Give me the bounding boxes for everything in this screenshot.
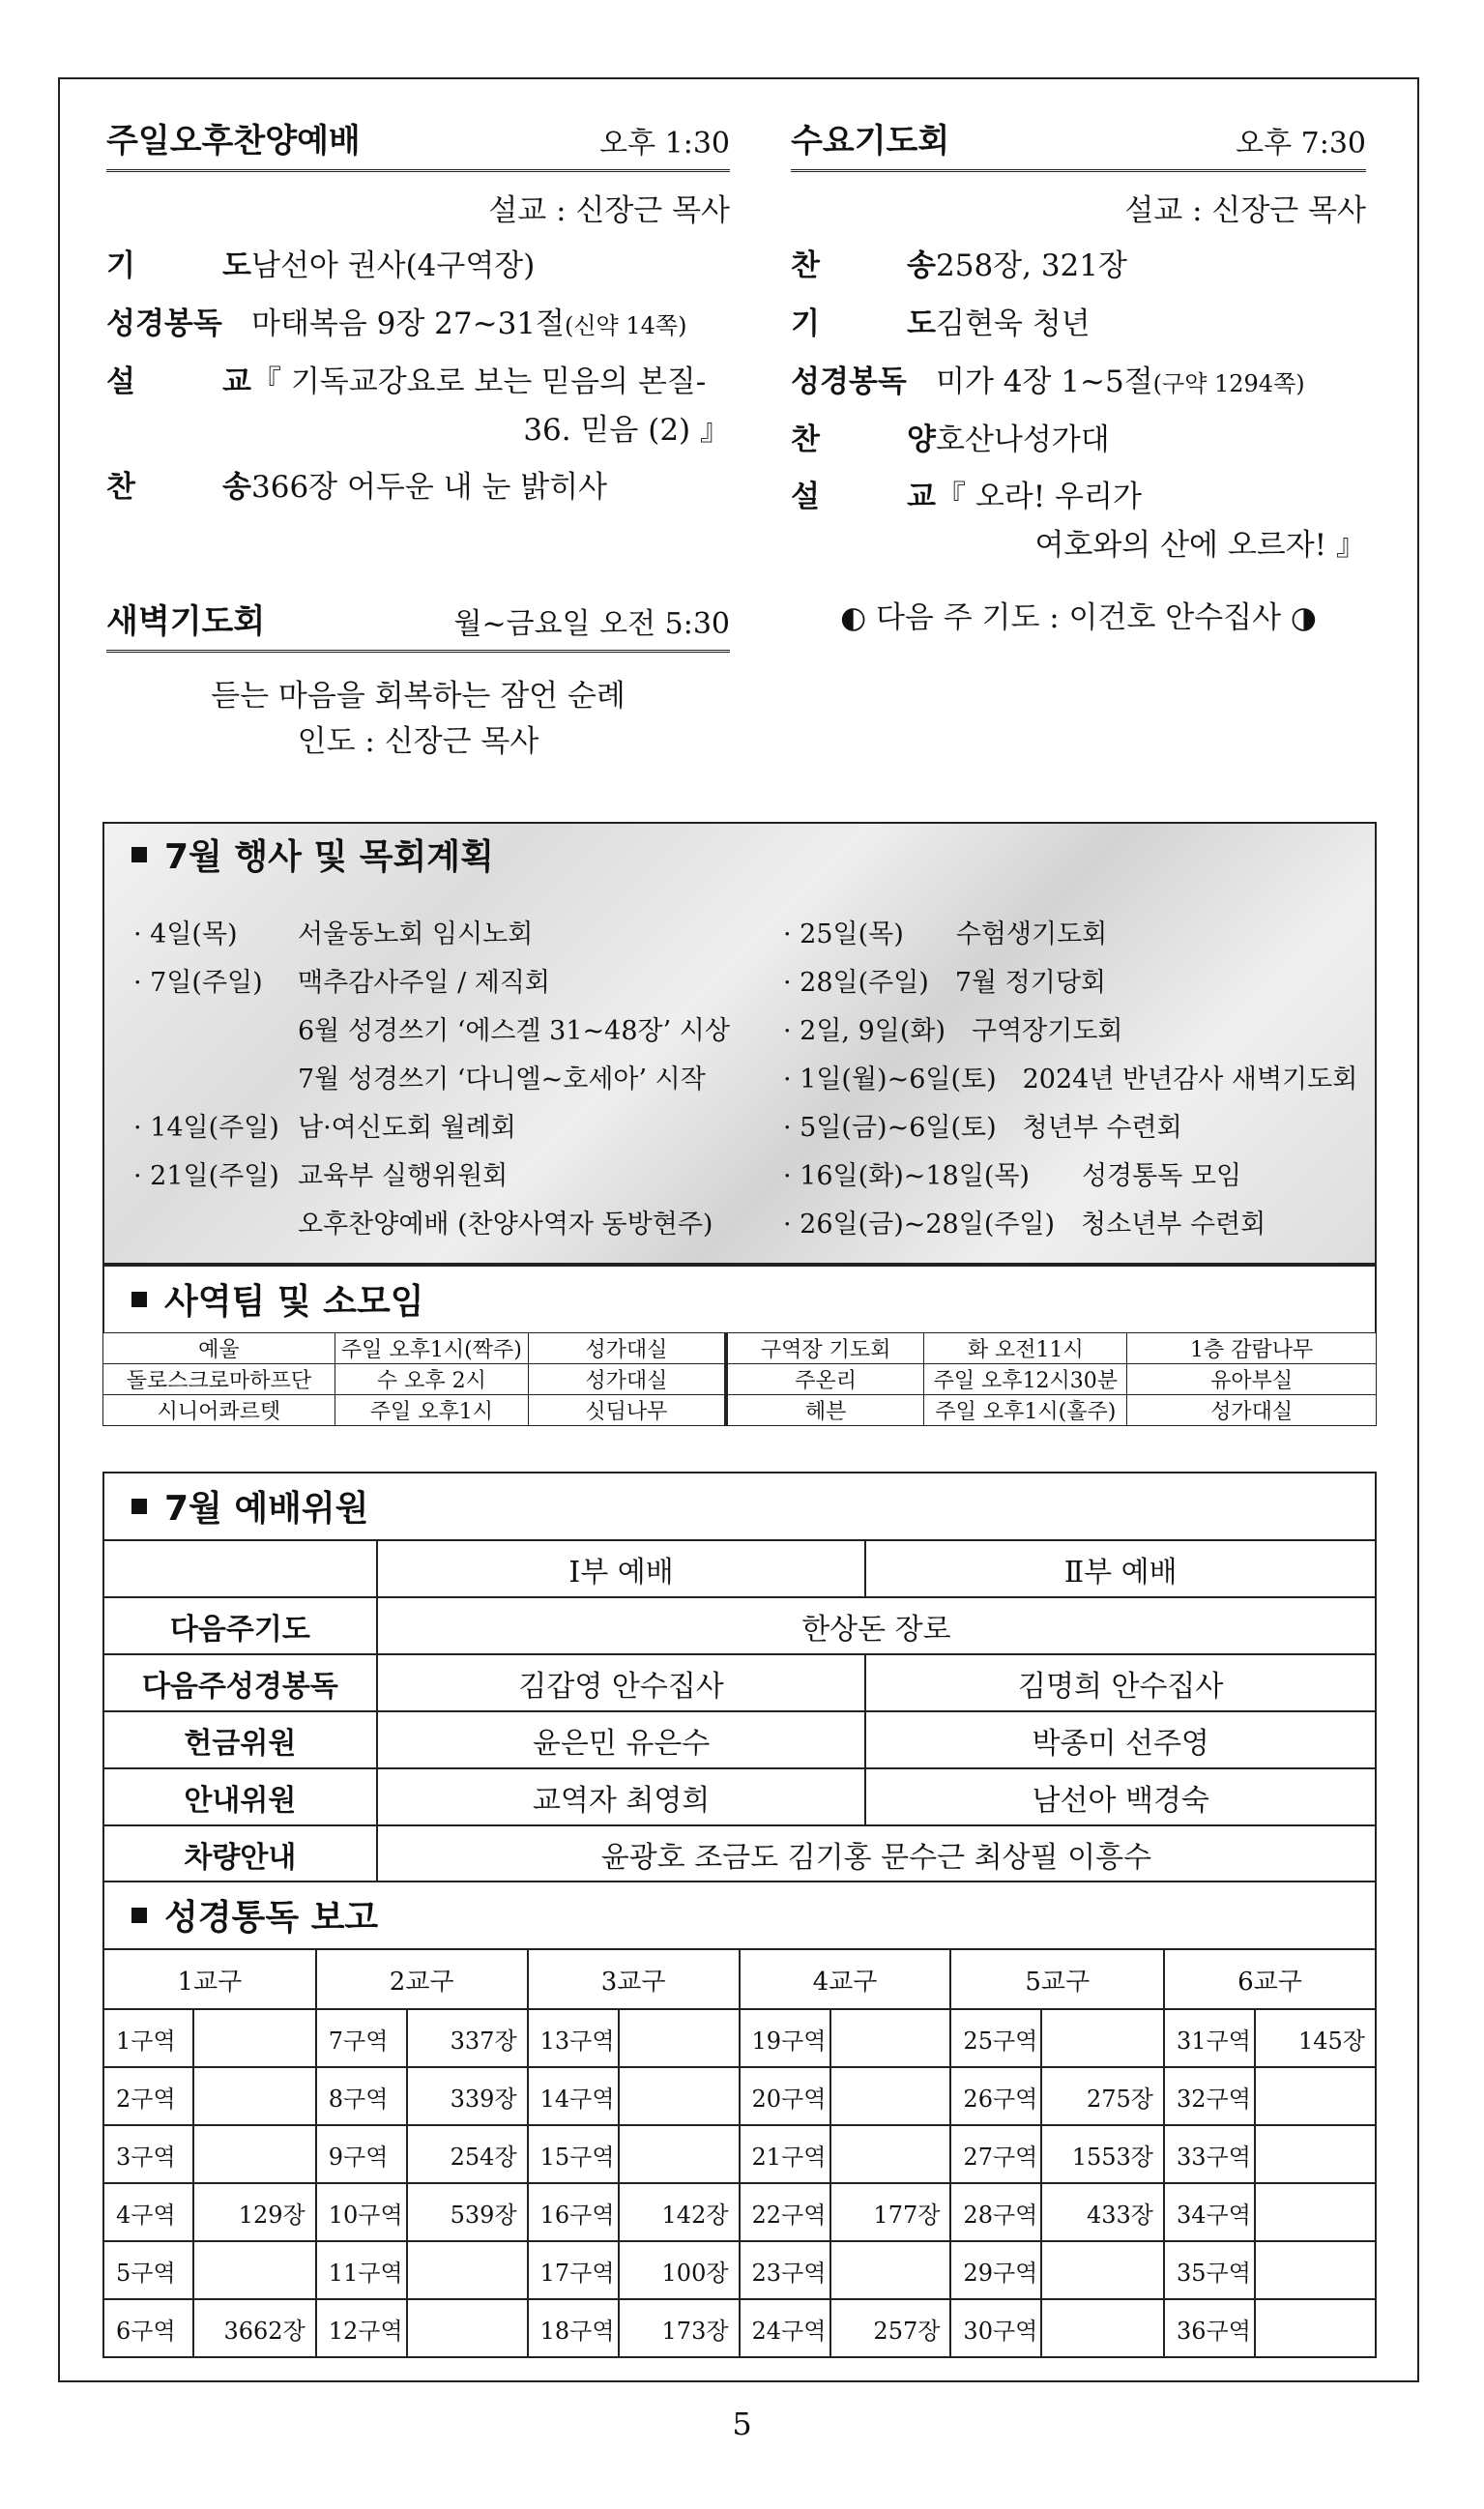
square-bullet-icon — [131, 1499, 147, 1514]
value-text: 미가 4장 1~5절 — [936, 364, 1153, 399]
event-text: 7월 성경쓰기 ‘다니엘~호세아’ 시작 — [298, 1065, 706, 1094]
wednesday-prayer-section — [791, 114, 1366, 641]
chapter-count — [1255, 2299, 1376, 2357]
chapter-count — [407, 2299, 528, 2357]
service-row-label — [791, 363, 936, 403]
worship-members-second: 남선아 백경숙 — [865, 1768, 1376, 1825]
service-row-value — [251, 468, 730, 509]
table-row — [103, 2125, 1376, 2183]
table-row — [103, 1711, 1376, 1768]
chapter-count — [1255, 2125, 1376, 2183]
table-row — [103, 1597, 1376, 1654]
parish-header: 4교구 — [740, 1949, 951, 2009]
district-name: 35구역 — [1164, 2241, 1255, 2299]
page-ref: (신약 14쪽) — [564, 311, 687, 339]
event-item: · 2일, 9일(화) 구역장기도회 — [783, 1016, 1123, 1046]
square-bullet-icon — [131, 847, 147, 862]
value-text: 258장, 321장 — [936, 248, 1127, 283]
chapter-count: 1553장 — [1041, 2125, 1164, 2183]
chapter-count — [830, 2241, 951, 2299]
event-date: · 21일(주일) — [133, 1161, 279, 1191]
parish-header: 3교구 — [528, 1949, 740, 2009]
events-heading — [104, 824, 1375, 882]
wednesday-sermon-by: 설교 : 신장근 목사 — [1124, 193, 1366, 228]
event-item — [133, 1201, 730, 1249]
table-row — [103, 2241, 1376, 2299]
value-text: 『 오라! 우리가 — [936, 480, 1142, 515]
district-name: 28구역 — [950, 2183, 1041, 2241]
chapter-count: 337장 — [407, 2009, 528, 2067]
service-row — [791, 305, 1366, 345]
square-bullet-icon — [131, 1292, 147, 1307]
district-name: 14구역 — [528, 2067, 619, 2125]
district-name: 24구역 — [740, 2299, 830, 2357]
event-item: · 25일(목) 수험생기도회 — [783, 919, 1108, 949]
afternoon-time: 오후 1:30 — [599, 127, 730, 160]
ministry-cell: 예울 — [103, 1333, 335, 1364]
district-name: 29구역 — [950, 2241, 1041, 2299]
service-row — [791, 421, 1366, 461]
chapter-count — [1041, 2241, 1164, 2299]
events-title: 7월 행사 및 목회계획 — [164, 837, 494, 877]
district-name: 6구역 — [103, 2299, 193, 2357]
label-part: 찬 — [791, 422, 820, 457]
district-name: 18구역 — [528, 2299, 619, 2357]
district-name: 2구역 — [103, 2067, 193, 2125]
worship-role: 안내위원 — [103, 1768, 377, 1825]
event-text: 6월 성경쓰기 ‘에스겔 31~48장’ 시상 — [298, 1016, 730, 1046]
next-week-prayer: ◐ 다음 주 기도 : 이건호 안수집사 ◑ — [840, 600, 1317, 636]
event-date — [133, 1056, 298, 1104]
service-row-value — [251, 363, 730, 452]
district-name: 27구역 — [950, 2125, 1041, 2183]
event-item — [133, 1056, 730, 1104]
value-text: 366장 어두운 내 눈 밝히사 — [251, 470, 608, 506]
service-row — [106, 247, 730, 287]
bible-reading-table — [102, 1948, 1377, 2358]
ministry-cell: 시니어콰르텟 — [103, 1395, 335, 1426]
value-text: 남선아 권사(4구역장) — [251, 248, 536, 283]
district-name: 19구역 — [740, 2009, 830, 2067]
chapter-count — [193, 2009, 316, 2067]
table-row — [103, 1768, 1376, 1825]
ministry-table — [102, 1332, 1377, 1426]
ministry-cell: 성가대실 — [1127, 1395, 1377, 1426]
value-text: 마태복음 9장 27~31절 — [251, 306, 565, 341]
event-item — [133, 1007, 730, 1056]
parish-header: 1교구 — [103, 1949, 316, 2009]
service-row-label — [791, 305, 936, 345]
district-name: 8구역 — [316, 2067, 407, 2125]
table-row — [103, 1395, 1377, 1426]
district-name: 33구역 — [1164, 2125, 1255, 2183]
worship-header-cell: Ⅰ부 예배 — [377, 1540, 866, 1597]
afternoon-header — [106, 114, 730, 172]
table-header-row — [103, 1540, 1376, 1597]
district-name: 21구역 — [740, 2125, 830, 2183]
chapter-count: 173장 — [619, 2299, 740, 2357]
page-ref: (구약 1294쪽) — [1152, 369, 1305, 397]
table-row — [103, 1654, 1376, 1711]
district-name: 36구역 — [1164, 2299, 1255, 2357]
table-header-row — [103, 1949, 1376, 2009]
chapter-count — [1255, 2067, 1376, 2125]
events-right-column — [783, 911, 1357, 1249]
label-part: 찬 — [791, 248, 820, 283]
value-text: 호산나성가대 — [936, 422, 1110, 457]
chapter-count: 275장 — [1041, 2067, 1164, 2125]
district-name: 13구역 — [528, 2009, 619, 2067]
event-item — [133, 1104, 730, 1152]
parish-header: 2교구 — [316, 1949, 528, 2009]
worship-role: 다음주성경봉독 — [103, 1654, 377, 1711]
ministry-cell: 성가대실 — [528, 1364, 726, 1395]
district-name: 22구역 — [740, 2183, 830, 2241]
dawn-title: 새벽기도회 — [106, 602, 266, 641]
service-row-label — [791, 247, 936, 287]
label-part: 기 — [106, 248, 135, 283]
page-number: 5 — [732, 2406, 752, 2442]
worship-header-cell — [103, 1540, 377, 1597]
table-row — [103, 1364, 1377, 1395]
ministry-cell: 주일 오후1시 — [335, 1395, 528, 1426]
district-name: 15구역 — [528, 2125, 619, 2183]
chapter-count — [1255, 2183, 1376, 2241]
chapter-count: 539장 — [407, 2183, 528, 2241]
worship-members-first: 윤은민 유은수 — [377, 1711, 866, 1768]
district-name: 30구역 — [950, 2299, 1041, 2357]
service-row-label — [106, 305, 251, 345]
afternoon-sermon-by: 설교 : 신장근 목사 — [488, 193, 730, 228]
label-part: 설 — [106, 364, 135, 399]
chapter-count — [193, 2241, 316, 2299]
dawn-time: 월~금요일 오전 5:30 — [453, 607, 730, 641]
ministry-cell: 유아부실 — [1127, 1364, 1377, 1395]
chapter-count: 129장 — [193, 2183, 316, 2241]
event-date: · 14일(주일) — [133, 1113, 279, 1143]
event-date — [133, 1007, 298, 1056]
label-part: 교 — [907, 480, 936, 515]
worship-role: 다음주기도 — [103, 1597, 377, 1654]
district-name: 17구역 — [528, 2241, 619, 2299]
dawn-prayer-section — [106, 595, 730, 764]
chapter-count: 433장 — [1041, 2183, 1164, 2241]
chapter-count — [619, 2125, 740, 2183]
ministry-cell: 수 오후 2시 — [335, 1364, 528, 1395]
label-part: 기 — [791, 306, 820, 341]
label-part: 성경봉독 — [106, 306, 222, 341]
worship-members-second: 김명희 안수집사 — [865, 1654, 1376, 1711]
chapter-count — [1255, 2241, 1376, 2299]
district-name: 32구역 — [1164, 2067, 1255, 2125]
dawn-leader: 인도 : 신장근 목사 — [297, 723, 539, 759]
worship-committee-table — [102, 1539, 1377, 1883]
july-events-box — [102, 822, 1377, 1265]
service-row-value — [936, 247, 1366, 287]
worship-heading — [102, 1472, 1377, 1539]
service-row-label — [791, 478, 936, 518]
ministry-cell: 성가대실 — [528, 1333, 726, 1364]
service-row — [791, 247, 1366, 287]
service-row-value — [251, 247, 730, 287]
table-row — [103, 2299, 1376, 2357]
event-text: 오후찬양예배 (찬양사역자 동방현주) — [298, 1210, 713, 1240]
ministry-cell: 주온리 — [726, 1364, 924, 1395]
event-text: 맥추감사주일 / 제직회 — [298, 968, 550, 998]
district-name: 25구역 — [950, 2009, 1041, 2067]
ministry-cell: 헤븐 — [726, 1395, 924, 1426]
district-name: 31구역 — [1164, 2009, 1255, 2067]
worship-members: 한상돈 장로 — [377, 1597, 1376, 1654]
wednesday-title: 수요기도회 — [791, 122, 950, 160]
district-name: 23구역 — [740, 2241, 830, 2299]
wednesday-header — [791, 114, 1366, 172]
label-part: 교 — [222, 364, 251, 399]
parish-header: 5교구 — [950, 1949, 1164, 2009]
table-row — [103, 2009, 1376, 2067]
service-row — [791, 363, 1366, 403]
worship-title: 7월 예배위원 — [164, 1489, 369, 1529]
event-item — [133, 911, 730, 959]
service-row — [791, 478, 1366, 567]
ministry-cell: 돌로스크로마하프단 — [103, 1364, 335, 1395]
chapter-count — [830, 2009, 951, 2067]
service-row — [106, 468, 730, 509]
chapter-count: 142장 — [619, 2183, 740, 2241]
worship-role: 헌금위원 — [103, 1711, 377, 1768]
event-item: · 5일(금)~6일(토) 청년부 수련회 — [783, 1113, 1182, 1143]
chapter-count — [193, 2125, 316, 2183]
district-name: 26구역 — [950, 2067, 1041, 2125]
chapter-count — [830, 2067, 951, 2125]
service-row — [106, 305, 730, 345]
chapter-count: 257장 — [830, 2299, 951, 2357]
service-row-label — [106, 247, 251, 287]
service-row-label — [791, 421, 936, 461]
table-row — [103, 2183, 1376, 2241]
service-row-label — [106, 468, 251, 509]
district-name: 9구역 — [316, 2125, 407, 2183]
district-name: 11구역 — [316, 2241, 407, 2299]
table-row — [103, 2067, 1376, 2125]
value-continued: 여호와의 산에 오르자! 』 — [1034, 528, 1366, 564]
event-text: 서울동노회 임시노회 — [298, 919, 534, 949]
chapter-count: 339장 — [407, 2067, 528, 2125]
district-name: 3구역 — [103, 2125, 193, 2183]
event-date: · 4일(목) — [133, 919, 238, 949]
service-row-value — [936, 421, 1366, 461]
ministry-heading — [102, 1265, 1377, 1332]
event-item — [133, 1152, 730, 1201]
chapter-count — [193, 2067, 316, 2125]
ministry-cell: 싯딤나무 — [528, 1395, 726, 1426]
chapter-count: 177장 — [830, 2183, 951, 2241]
event-item: · 28일(주일) 7월 정기당회 — [783, 968, 1107, 998]
afternoon-title: 주일오후찬양예배 — [106, 122, 361, 160]
worship-header-cell: Ⅱ부 예배 — [865, 1540, 1376, 1597]
district-name: 16구역 — [528, 2183, 619, 2241]
event-date — [133, 1201, 298, 1249]
chapter-count — [1041, 2299, 1164, 2357]
chapter-count — [407, 2241, 528, 2299]
chapter-count: 3662장 — [193, 2299, 316, 2357]
worship-role: 차량안내 — [103, 1825, 377, 1882]
chapter-count: 145장 — [1255, 2009, 1376, 2067]
event-item — [133, 959, 730, 1007]
district-name: 1구역 — [103, 2009, 193, 2067]
wednesday-time: 오후 7:30 — [1236, 127, 1366, 160]
value-text: 『 기독교강요로 보는 믿음의 본질- — [251, 364, 707, 399]
square-bullet-icon — [131, 1908, 147, 1923]
bible-heading — [102, 1881, 1377, 1948]
service-row-value — [936, 363, 1366, 403]
district-name: 12구역 — [316, 2299, 407, 2357]
ministry-cell: 1층 감람나무 — [1127, 1333, 1377, 1364]
label-part: 찬 — [106, 470, 135, 506]
chapter-count — [830, 2125, 951, 2183]
ministry-cell: 화 오전11시 — [924, 1333, 1127, 1364]
event-item: · 1일(월)~6일(토) 2024년 반년감사 새벽기도회 — [783, 1065, 1358, 1094]
table-row — [103, 1825, 1376, 1882]
label-part: 도 — [222, 248, 251, 283]
ministry-title: 사역팀 및 소모임 — [164, 1282, 424, 1322]
afternoon-worship-section — [106, 114, 730, 509]
events-left-column — [133, 911, 730, 1249]
ministry-cell: 구역장 기도회 — [726, 1333, 924, 1364]
value-text: 김현욱 청년 — [936, 306, 1091, 341]
ministry-cell: 주일 오후12시30분 — [924, 1364, 1127, 1395]
label-part: 양 — [907, 422, 936, 457]
worship-members: 윤광호 조금도 김기홍 문수근 최상필 이흥수 — [377, 1825, 1376, 1882]
dawn-theme: 듣는 마음을 회복하는 잠언 순례 — [211, 679, 626, 714]
ministry-cell: 주일 오후1시(짝주) — [335, 1333, 528, 1364]
label-part: 송 — [907, 248, 936, 283]
chapter-count — [619, 2067, 740, 2125]
district-name: 34구역 — [1164, 2183, 1255, 2241]
label-part: 설 — [791, 480, 820, 515]
ministry-cell: 주일 오후1시(홀주) — [924, 1395, 1127, 1426]
table-row — [103, 1333, 1377, 1364]
district-name: 7구역 — [316, 2009, 407, 2067]
service-row-value — [251, 305, 730, 345]
event-date: · 7일(주일) — [133, 968, 263, 998]
event-text: 남·여신도회 월례회 — [298, 1113, 516, 1143]
parish-header: 6교구 — [1164, 1949, 1376, 2009]
bible-title: 성경통독 보고 — [164, 1898, 379, 1938]
worship-members-first: 교역자 최영희 — [377, 1768, 866, 1825]
service-row — [106, 363, 730, 452]
district-name: 10구역 — [316, 2183, 407, 2241]
district-name: 20구역 — [740, 2067, 830, 2125]
label-part: 송 — [222, 470, 251, 506]
service-row-value — [936, 478, 1366, 567]
chapter-count — [619, 2009, 740, 2067]
district-name: 4구역 — [103, 2183, 193, 2241]
event-item: · 16일(화)~18일(목) 성경통독 모임 — [783, 1161, 1242, 1191]
service-row-label — [106, 363, 251, 403]
district-name: 5구역 — [103, 2241, 193, 2299]
event-text: 교육부 실행위원회 — [298, 1161, 509, 1191]
event-item: · 26일(금)~28일(주일) 청소년부 수련회 — [783, 1210, 1266, 1240]
service-row-value — [936, 305, 1366, 345]
dawn-header — [106, 595, 730, 653]
value-continued: 36. 믿음 (2) 』 — [523, 412, 730, 448]
worship-members-first: 김갑영 안수집사 — [377, 1654, 866, 1711]
chapter-count — [1041, 2009, 1164, 2067]
label-part: 성경봉독 — [791, 364, 907, 399]
label-part: 도 — [907, 306, 936, 341]
chapter-count: 254장 — [407, 2125, 528, 2183]
chapter-count: 100장 — [619, 2241, 740, 2299]
worship-members-second: 박종미 선주영 — [865, 1711, 1376, 1768]
